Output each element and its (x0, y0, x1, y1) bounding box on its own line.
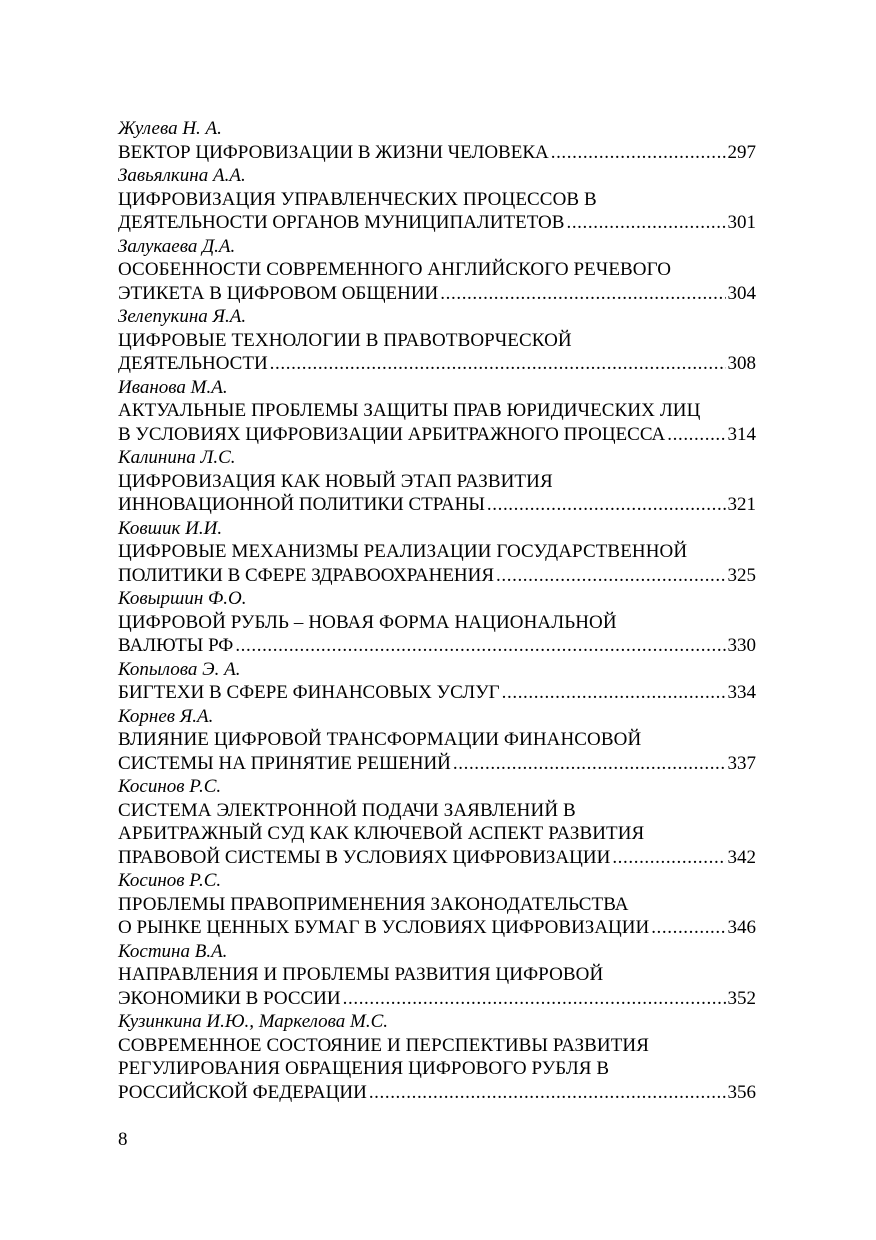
toc-entry-title-line: ЭТИКЕТА В ЦИФРОВОМ ОБЩЕНИИ (118, 282, 439, 304)
toc-entry-page: 352 (727, 987, 756, 1009)
toc-entry-title-last-line (118, 752, 756, 776)
toc-entry-title-line: ДЕЯТЕЛЬНОСТИ (118, 353, 268, 374)
toc-entry-title-last-line (118, 211, 756, 235)
toc-entry-title-line: ЦИФРОВИЗАЦИЯ КАК НОВЫЙ ЭТАП РАЗВИТИЯ (118, 470, 553, 492)
toc-entry-title-last-line (118, 141, 756, 165)
toc-entry-author: Копылова Э. А. (118, 658, 241, 680)
toc-entry-author: Завьялкина А.А. (118, 165, 246, 186)
toc-entry (118, 587, 756, 658)
toc-entry-author: Жулева Н. А. (118, 118, 222, 139)
toc-entry-title-line: ЭКОНОМИКИ В РОССИИ (118, 987, 341, 1009)
toc-entry-page: 330 (727, 635, 756, 656)
toc-entry-title-line: ЦИФРОВИЗАЦИЯ УПРАВЛЕНЧЕСКИХ ПРОЦЕССОВ В (118, 188, 597, 210)
toc-entry-title-line: ВЕКТОР ЦИФРОВИЗАЦИИ В ЖИЗНИ ЧЕЛОВЕКА (118, 141, 549, 163)
toc-entry-author: Кузинкина И.Ю., Маркелова М.С. (118, 1011, 389, 1032)
toc-entry-title-last-line (118, 564, 756, 588)
toc-entry-title-last-line (118, 493, 756, 517)
toc-entry-title-line: РОССИЙСКОЙ ФЕДЕРАЦИИ (118, 1081, 367, 1103)
toc-entry-title-line: ДЕЯТЕЛЬНОСТИ ОРГАНОВ МУНИЦИПАЛИТЕТОВ (118, 212, 565, 233)
dot-leader (343, 987, 726, 1011)
toc-entry-title-line: О РЫНКЕ ЦЕННЫХ БУМАГ В УСЛОВИЯХ ЦИФРОВИЗАЦИИ (118, 917, 650, 938)
toc-entry-title-line: ОСОБЕННОСТИ СОВРЕМЕННОГО АНГЛИЙСКОГО РЕЧЕВОГО (118, 259, 672, 280)
dot-leader (235, 634, 725, 658)
toc-entry (118, 940, 756, 1011)
toc-entry-page: 337 (727, 752, 756, 774)
toc-entry-page: 308 (727, 353, 756, 374)
toc-entry-title-last-line (118, 846, 756, 870)
dot-leader (440, 282, 725, 306)
toc-entry (118, 705, 756, 776)
dot-leader (496, 564, 725, 588)
dot-leader (566, 211, 725, 235)
toc-entry-title-line: ПРОБЛЕМЫ ПРАВОПРИМЕНЕНИЯ ЗАКОНОДАТЕЛЬСТВА (118, 893, 629, 915)
toc-entry-title-line: ИННОВАЦИОННОЙ ПОЛИТИКИ СТРАНЫ (118, 494, 485, 515)
toc-entry-title-last-line (118, 282, 756, 306)
toc-entry (118, 869, 756, 940)
toc-entry-title-line: БИГТЕХИ В СФЕРЕ ФИНАНСОВЫХ УСЛУГ (118, 682, 500, 703)
toc-entry-author: Костина В.А. (118, 940, 228, 962)
toc-entry-page: 297 (727, 141, 756, 163)
toc-entry-title-last-line (118, 352, 756, 376)
toc-entry-author: Залукаева Д.А. (118, 235, 236, 257)
toc-entry-page: 334 (727, 682, 756, 703)
toc-entry-page: 314 (727, 423, 756, 445)
dot-leader (502, 681, 726, 705)
toc-entry-title-line: АКТУАЛЬНЫЕ ПРОБЛЕМЫ ЗАЩИТЫ ПРАВ ЮРИДИЧЕСКИХ ЛИЦ (118, 400, 701, 421)
toc-entry-title-line: ПОЛИТИКИ В СФЕРЕ ЗДРАВООХРАНЕНИЯ (118, 564, 495, 586)
dot-leader (667, 423, 725, 447)
toc-entry (118, 446, 756, 517)
toc-entry-title-line: ЦИФРОВОЙ РУБЛЬ – НОВАЯ ФОРМА НАЦИОНАЛЬНОЙ (118, 611, 617, 633)
table-of-contents (118, 117, 756, 1104)
toc-entry-title-last-line (118, 916, 756, 940)
toc-entry-title-line: СИСТЕМА ЭЛЕКТРОННОЙ ПОДАЧИ ЗАЯВЛЕНИЙ В (118, 799, 576, 821)
toc-entry-author: Косинов Р.С. (118, 870, 222, 891)
toc-entry (118, 164, 756, 235)
toc-entry-title-last-line (118, 634, 756, 658)
toc-entry-page: 321 (727, 494, 756, 515)
toc-entry-page: 325 (727, 564, 756, 586)
toc-entry (118, 1010, 756, 1104)
page-number: 8 (118, 1129, 128, 1150)
dot-leader (369, 1081, 726, 1105)
toc-entry-page: 301 (727, 212, 756, 233)
toc-entry (118, 376, 756, 447)
toc-entry-title-line: НАПРАВЛЕНИЯ И ПРОБЛЕМЫ РАЗВИТИЯ ЦИФРОВОЙ (118, 964, 604, 985)
toc-entry (118, 517, 756, 588)
dot-leader (270, 352, 726, 376)
toc-entry-page: 346 (727, 917, 756, 938)
toc-entry-title-line: ЦИФРОВЫЕ МЕХАНИЗМЫ РЕАЛИЗАЦИИ ГОСУДАРСТВЕННОЙ (118, 541, 688, 562)
dot-leader (453, 752, 726, 776)
toc-entry-author: Зелепукина Я.А. (118, 306, 247, 327)
toc-entry-author: Калинина Л.С. (118, 447, 236, 468)
toc-entry-title-line: АРБИТРАЖНЫЙ СУД КАК КЛЮЧЕВОЙ АСПЕКТ РАЗВИТИЯ (118, 823, 645, 844)
toc-entry-title-line: ВАЛЮТЫ РФ (118, 635, 234, 656)
dot-leader (551, 141, 726, 165)
toc-entry (118, 658, 756, 705)
toc-entry (118, 305, 756, 376)
toc-entry-page: 342 (727, 846, 756, 868)
dot-leader (651, 916, 725, 940)
toc-entry-title-line: В УСЛОВИЯХ ЦИФРОВИЗАЦИИ АРБИТРАЖНОГО ПРОЦЕССА (118, 423, 666, 445)
toc-entry-title-line: СОВРЕМЕННОЕ СОСТОЯНИЕ И ПЕРСПЕКТИВЫ РАЗВИТИЯ (118, 1034, 650, 1056)
toc-entry-title-line: ПРАВОВОЙ СИСТЕМЫ В УСЛОВИЯХ ЦИФРОВИЗАЦИИ (118, 846, 611, 868)
toc-entry-title-last-line (118, 987, 756, 1011)
toc-entry-author: Корнев Я.А. (118, 705, 214, 727)
toc-entry (118, 235, 756, 306)
dot-leader (612, 846, 725, 870)
toc-entry-author: Ковыршин Ф.О. (118, 588, 247, 609)
toc-entry-title-last-line (118, 1081, 756, 1105)
toc-entry (118, 117, 756, 164)
toc-entry-title-line: ВЛИЯНИЕ ЦИФРОВОЙ ТРАНСФОРМАЦИИ ФИНАНСОВОЙ (118, 729, 642, 750)
toc-entry-title-line: ЦИФРОВЫЕ ТЕХНОЛОГИИ В ПРАВОТВОРЧЕСКОЙ (118, 329, 572, 351)
toc-entry-author: Косинов Р.С. (118, 776, 222, 797)
toc-entry-title-line: РЕГУЛИРОВАНИЯ ОБРАЩЕНИЯ ЦИФРОВОГО РУБЛЯ В (118, 1058, 610, 1079)
toc-entry-author: Иванова М.А. (118, 376, 228, 398)
toc-entry-page: 304 (727, 282, 756, 304)
toc-entry-page: 356 (727, 1081, 756, 1103)
toc-entry-author: Ковшик И.И. (118, 517, 223, 539)
toc-entry-title-line: СИСТЕМЫ НА ПРИНЯТИЕ РЕШЕНИЙ (118, 752, 451, 774)
toc-entry-title-last-line (118, 423, 756, 447)
dot-leader (487, 493, 726, 517)
toc-entry (118, 775, 756, 869)
toc-entry-title-last-line (118, 681, 756, 705)
